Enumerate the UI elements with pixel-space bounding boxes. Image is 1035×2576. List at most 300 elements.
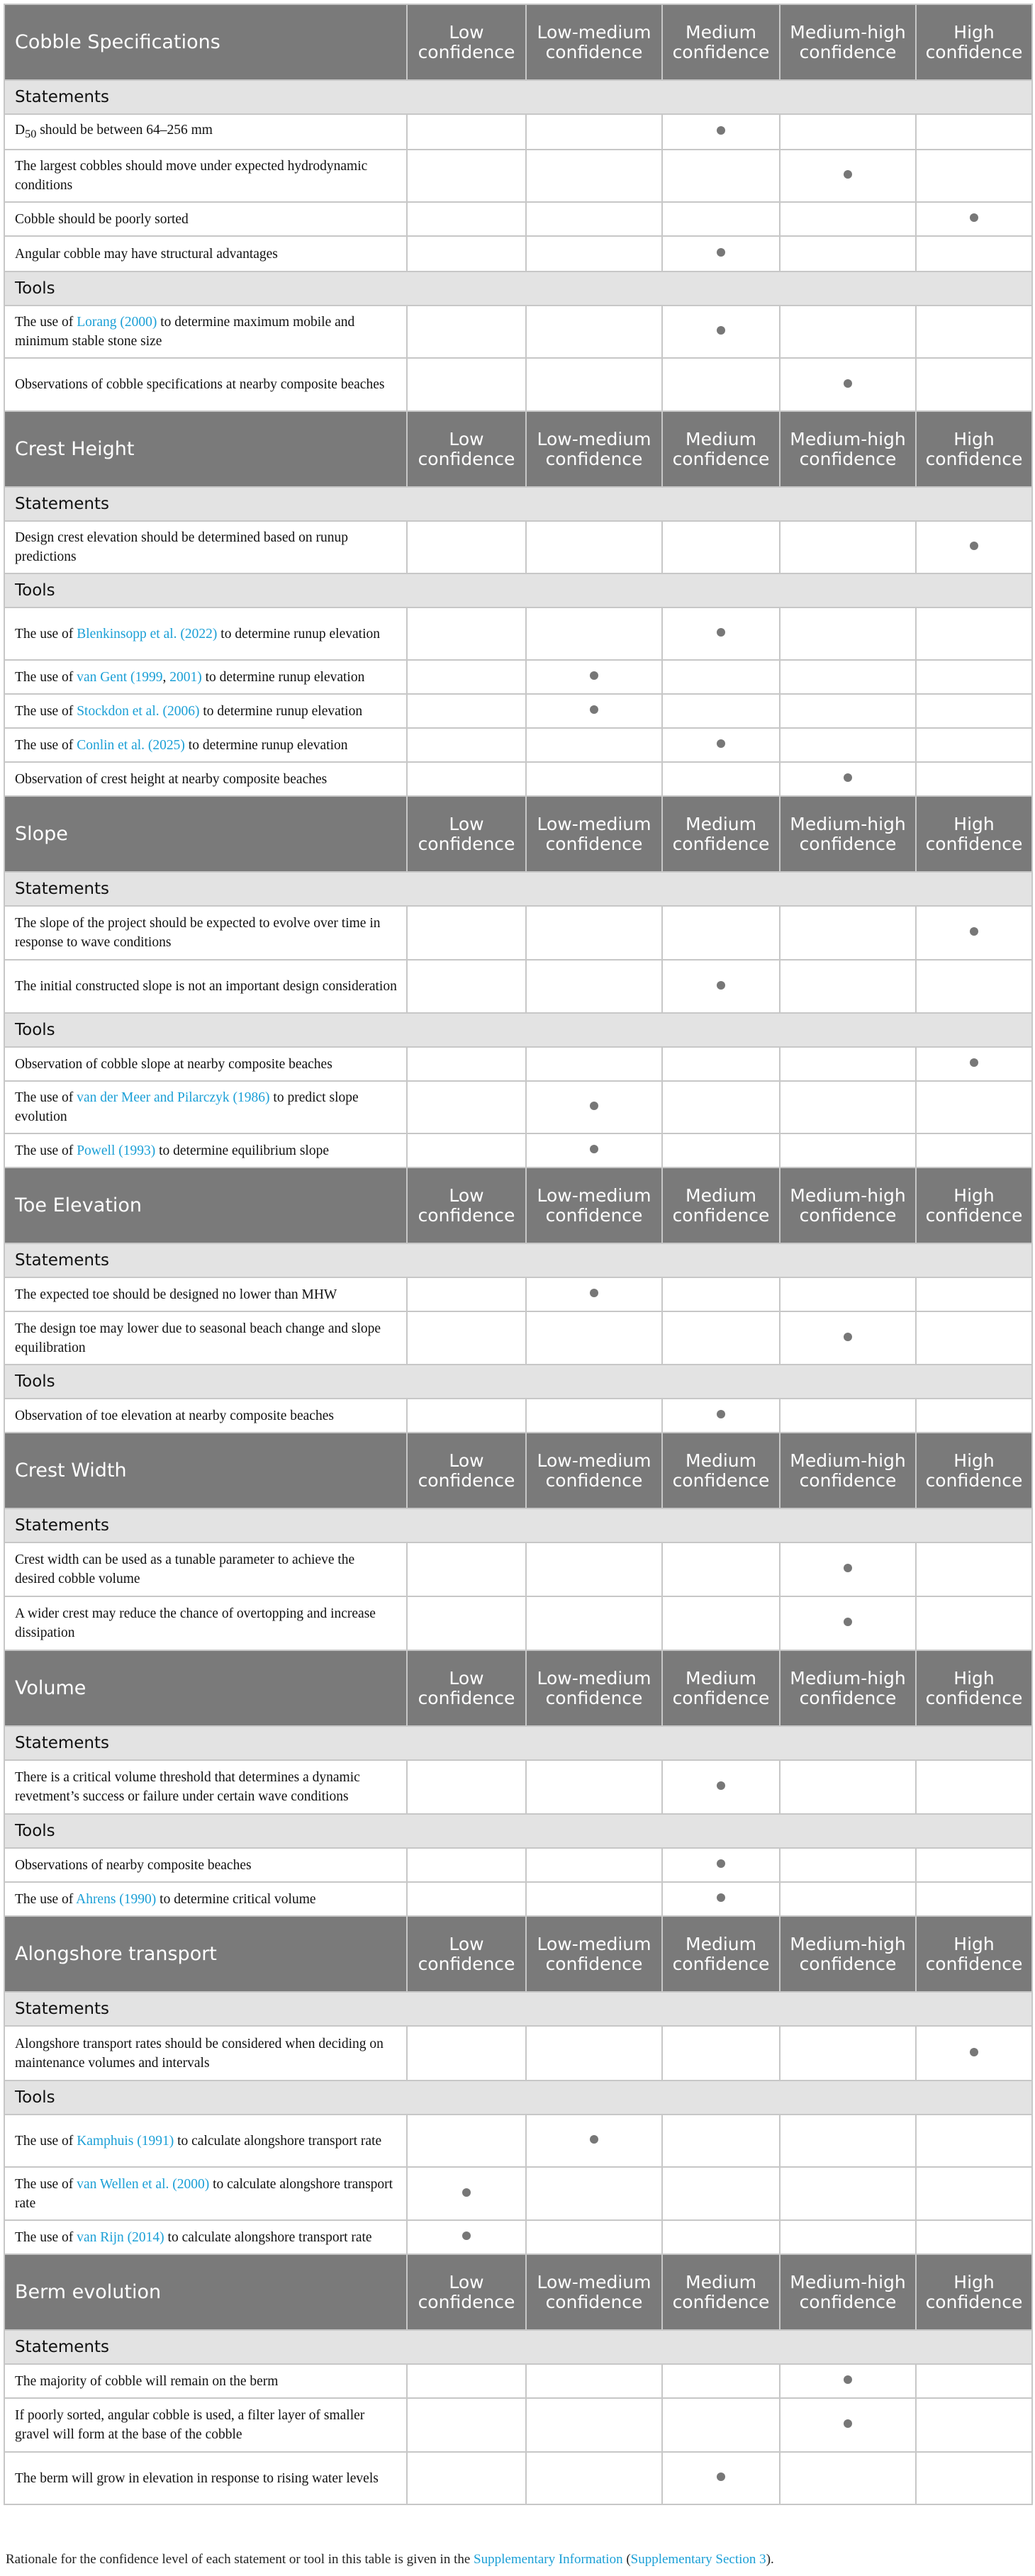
rating-cell-low [407,728,526,762]
rating-cell-low [407,1133,526,1167]
subheader-tools [4,271,1032,306]
rating-cell-high [916,1596,1032,1650]
text-span: There is a critical volume threshold that determines a dynamic revetment’s success or failure under certain wave conditions [15,1770,360,1804]
section-header-alongshore-transport [4,1916,1032,1992]
table-row [4,114,1032,150]
subheader-label: Tools [4,1365,1032,1399]
rating-cell-medium [662,1596,780,1650]
rating-cell-high [916,1882,1032,1916]
row-text [4,2452,407,2504]
section-title: Slope [4,796,407,872]
rating-cell-low-medium [526,2364,662,2398]
row-text [4,521,407,573]
rating-cell-low-medium [526,660,662,694]
row-text [4,1311,407,1365]
confidence-dot-icon [844,2375,852,2384]
column-header-medium-high: Medium-high confidence [780,4,916,80]
table-row [4,1760,1032,1814]
text-span: The design toe may lower due to seasonal beach change and slope equilibration [15,1321,381,1355]
rating-cell-low [407,150,526,202]
column-header-high: High confidence [916,1916,1032,1992]
subheader-statements [4,1243,1032,1277]
rating-cell-high [916,114,1032,150]
rating-cell-medium-high [780,521,916,573]
confidence-dot-icon [970,2048,978,2056]
rating-cell-medium [662,1311,780,1365]
confidence-dot-icon [844,1618,852,1626]
rating-cell-medium [662,1277,780,1311]
rating-cell-low-medium [526,1596,662,1650]
row-text [4,2364,407,2398]
column-header-low-medium: Low-medium confidence [526,1167,662,1243]
row-text [4,906,407,960]
confidence-dot-icon [462,2188,471,2197]
confidence-dot-icon [462,2231,471,2240]
rating-cell-medium-high [780,2452,916,2504]
column-header-medium: Medium confidence [662,796,780,872]
confidence-dot-icon [717,1859,725,1868]
rating-cell-medium [662,358,780,411]
rating-cell-medium-high [780,306,916,358]
table-row [4,1848,1032,1882]
rating-cell-medium-high [780,1133,916,1167]
table-row [4,906,1032,960]
rating-cell-low [407,762,526,796]
row-text [4,236,407,271]
rating-cell-medium-high [780,694,916,728]
rating-cell-medium-high [780,358,916,411]
table-row [4,607,1032,660]
confidence-dot-icon [717,1410,725,1418]
rating-cell-medium-high [780,2026,916,2081]
table-footnote [6,2552,774,2567]
subheader-label: Tools [4,1013,1032,1047]
rating-cell-low [407,660,526,694]
section-title: Volume [4,1650,407,1726]
rating-cell-medium-high [780,2115,916,2167]
rating-cell-low [407,2167,526,2220]
rating-cell-high [916,150,1032,202]
citation-link[interactable]: Powell (1993) [77,1143,156,1158]
rating-cell-low [407,1081,526,1133]
row-text [4,2398,407,2452]
subheader-tools [4,1013,1032,1047]
row-text [4,2167,407,2220]
column-header-low: Low confidence [407,1433,526,1508]
table-row [4,2220,1032,2254]
confidence-dot-icon [717,126,725,135]
column-header-medium: Medium confidence [662,2254,780,2330]
rating-cell-high [916,2398,1032,2452]
citation-link[interactable]: Blenkinsopp et al. (2022) [77,626,218,642]
confidence-table [4,4,1033,2505]
text-span: to determine critical volume [156,1891,316,1907]
rating-cell-medium-high [780,762,916,796]
table-row [4,660,1032,694]
row-text [4,1542,407,1596]
confidence-dot-icon [844,379,852,388]
text-span: The use of [15,1891,77,1907]
row-text [4,202,407,236]
section-header-crest-height [4,411,1032,487]
column-header-high: High confidence [916,1433,1032,1508]
citation-link[interactable]: van der Meer and Pilarczyk (1986) [77,1090,270,1105]
rating-cell-high [916,1047,1032,1081]
section-title: Crest Width [4,1433,407,1508]
column-header-medium-high: Medium-high confidence [780,411,916,487]
rating-cell-high [916,521,1032,573]
confidence-dot-icon [717,981,725,990]
confidence-dot-icon [590,1102,598,1110]
rating-cell-high [916,728,1032,762]
column-header-low: Low confidence [407,1916,526,1992]
column-header-high: High confidence [916,1650,1032,1726]
row-text [4,114,407,150]
supplementary-information-link[interactable]: Supplementary Information [474,2552,623,2567]
rating-cell-medium [662,660,780,694]
rating-cell-high [916,906,1032,960]
rating-cell-low-medium [526,762,662,796]
rating-cell-low-medium [526,236,662,271]
citation-link[interactable]: Kamphuis (1991) [77,2133,174,2149]
rating-cell-medium [662,2452,780,2504]
text-span: Design crest elevation should be determined based on runup predictions [15,530,349,564]
rating-cell-medium [662,607,780,660]
text-span: The use of [15,1143,77,1158]
text-span: If poorly sorted, angular cobble is used, a filter layer of smaller gravel will form at the base of the cobble [15,2408,365,2442]
row-text [4,762,407,796]
subheader-label: Statements [4,1508,1032,1542]
table-row [4,960,1032,1013]
rating-cell-medium-high [780,2364,916,2398]
citation-link[interactable]: Ahrens (1990) [76,1891,157,1907]
rating-cell-medium-high [780,660,916,694]
column-header-high: High confidence [916,4,1032,80]
row-text [4,306,407,358]
text-span: The use of [15,2229,77,2245]
column-header-medium: Medium confidence [662,411,780,487]
rating-cell-medium-high [780,1542,916,1596]
rating-cell-low-medium [526,1882,662,1916]
rating-cell-low [407,2398,526,2452]
rating-cell-medium [662,694,780,728]
rating-cell-low-medium [526,607,662,660]
rating-cell-low-medium [526,114,662,150]
rating-cell-low [407,1848,526,1882]
rating-cell-high [916,2364,1032,2398]
subheader-label: Statements [4,80,1032,114]
table-row [4,150,1032,202]
rating-cell-high [916,1760,1032,1814]
table-row [4,1399,1032,1433]
table-row [4,1047,1032,1081]
subheader-label: Statements [4,487,1032,521]
section-header-berm-evolution [4,2254,1032,2330]
rating-cell-low [407,960,526,1013]
table-row [4,2398,1032,2452]
text-span: Observations of nearby composite beaches [15,1857,252,1873]
rating-cell-low-medium [526,1311,662,1365]
table-row [4,1133,1032,1167]
rating-cell-medium [662,2026,780,2081]
section-header-slope [4,796,1032,872]
text-span: to determine equilibrium slope [155,1143,329,1158]
rating-cell-medium [662,114,780,150]
row-text [4,1848,407,1882]
subheader-tools [4,573,1032,607]
confidence-dot-icon [590,705,598,714]
column-header-low: Low confidence [407,411,526,487]
rating-cell-medium-high [780,1760,916,1814]
rating-cell-high [916,358,1032,411]
text-span: A wider crest may reduce the chance of overtopping and increase dissipation [15,1606,376,1640]
rating-cell-high [916,607,1032,660]
column-header-low: Low confidence [407,796,526,872]
rating-cell-medium [662,1848,780,1882]
rating-cell-high [916,694,1032,728]
rating-cell-low [407,358,526,411]
column-header-low-medium: Low-medium confidence [526,796,662,872]
table-row [4,1596,1032,1650]
rating-cell-low-medium [526,2398,662,2452]
text-span: The initial constructed slope is not an important design consideration [15,979,397,994]
confidence-dot-icon [717,628,725,637]
row-text [4,1133,407,1167]
text-span: The use of [15,737,77,753]
column-header-high: High confidence [916,796,1032,872]
rating-cell-medium [662,1760,780,1814]
rating-cell-medium [662,202,780,236]
column-header-low-medium: Low-medium confidence [526,411,662,487]
table-row [4,1542,1032,1596]
rating-cell-high [916,1848,1032,1882]
rating-cell-high [916,306,1032,358]
table-row [4,521,1032,573]
text-span: The use of [15,626,77,642]
rating-cell-low-medium [526,728,662,762]
rating-cell-medium-high [780,906,916,960]
text-span: to calculate alongshore transport rate [174,2133,382,2149]
rating-cell-medium [662,2115,780,2167]
rating-cell-low [407,1311,526,1365]
rating-cell-medium [662,1081,780,1133]
rating-cell-low [407,1542,526,1596]
table-row [4,2364,1032,2398]
rating-cell-high [916,202,1032,236]
column-header-high: High confidence [916,411,1032,487]
citation-link[interactable]: Conlin et al. (2025) [77,737,185,753]
rating-cell-medium-high [780,2398,916,2452]
rating-cell-medium-high [780,1277,916,1311]
text-span: Observation of cobble slope at nearby composite beaches [15,1056,332,1072]
citation-link[interactable]: van Wellen et al. (2000) [77,2176,210,2192]
column-header-high: High confidence [916,2254,1032,2330]
table-row [4,2452,1032,2504]
rating-cell-low [407,2452,526,2504]
subheader-statements [4,1726,1032,1760]
rating-cell-low-medium [526,150,662,202]
citation-link[interactable]: 2001) [169,669,202,685]
rating-cell-medium [662,306,780,358]
rating-cell-medium-high [780,2220,916,2254]
confidence-dot-icon [844,1564,852,1572]
text-span: Observation of crest height at nearby composite beaches [15,771,328,787]
rating-cell-high [916,762,1032,796]
rating-cell-medium-high [780,1311,916,1365]
rating-cell-high [916,1133,1032,1167]
confidence-dot-icon [717,739,725,748]
row-text [4,2115,407,2167]
rating-cell-medium-high [780,1081,916,1133]
rating-cell-low [407,2220,526,2254]
subheader-statements [4,1508,1032,1542]
column-header-medium: Medium confidence [662,1916,780,1992]
rating-cell-medium [662,1882,780,1916]
rating-cell-high [916,1081,1032,1133]
rating-cell-high [916,2452,1032,2504]
table-row [4,1081,1032,1133]
text-span: to calculate alongshore transport rate [164,2229,372,2245]
column-header-medium-high: Medium-high confidence [780,796,916,872]
text-span: Crest width can be used as a tunable parameter to achieve the desired cobble volume [15,1552,355,1586]
rating-cell-medium-high [780,1882,916,1916]
rating-cell-low-medium [526,1277,662,1311]
column-header-low: Low confidence [407,1650,526,1726]
footnote-text: Rationale for the confidence level of each statement or tool in this table is given in the [6,2552,474,2567]
text-span: to calculate alongshore transport rate [15,2176,393,2211]
section-header-crest-width [4,1433,1032,1508]
section-title: Alongshore transport [4,1916,407,1992]
column-header-medium-high: Medium-high confidence [780,2254,916,2330]
citation-link[interactable]: Lorang (2000) [77,315,157,330]
text-span: to predict slope evolution [15,1090,359,1124]
table-row [4,358,1032,411]
column-header-low: Low confidence [407,1167,526,1243]
rating-cell-medium [662,906,780,960]
rating-cell-high [916,1277,1032,1311]
rating-cell-low-medium [526,306,662,358]
footnote-paren-close: ). [766,2552,774,2567]
subheader-label: Statements [4,1243,1032,1277]
rating-cell-medium-high [780,607,916,660]
section-title: Toe Elevation [4,1167,407,1243]
footnote-paren-open: ( [622,2552,631,2567]
rating-cell-low [407,906,526,960]
row-text [4,660,407,694]
table-row [4,694,1032,728]
confidence-dot-icon [717,248,725,257]
rating-cell-low [407,521,526,573]
section-title: Berm evolution [4,2254,407,2330]
text-span: The use of [15,703,77,719]
subheader-statements [4,2330,1032,2364]
table-row [4,1277,1032,1311]
confidence-dot-icon [844,170,852,179]
text-span: The largest cobbles should move under expected hydrodynamic conditions [15,159,368,193]
subheader-statements [4,1992,1032,2026]
section-header-volume [4,1650,1032,1726]
text-span: D [15,122,26,138]
text-span: The use of [15,1090,77,1105]
rating-cell-low [407,1882,526,1916]
subheader-tools [4,1814,1032,1848]
rating-cell-low-medium [526,1047,662,1081]
text-span: to determine maximum mobile and minimum stable stone size [15,315,355,349]
row-text [4,1596,407,1650]
table-row [4,728,1032,762]
table-row [4,2167,1032,2220]
text-span: The slope of the project should be expected to evolve over time in response to wave conditions [15,916,381,950]
row-text [4,607,407,660]
confidence-dot-icon [590,671,598,680]
column-header-low-medium: Low-medium confidence [526,1650,662,1726]
column-header-low: Low confidence [407,4,526,80]
confidence-dot-icon [717,1781,725,1790]
row-text [4,1047,407,1081]
rating-cell-medium-high [780,114,916,150]
confidence-dot-icon [970,927,978,936]
text-span: The use of [15,669,77,685]
table-row [4,202,1032,236]
text-span: Alongshore transport rates should be considered when deciding on maintenance volumes and intervals [15,2036,384,2071]
text-span: should be between 64–256 mm [36,122,213,138]
text-span: The use of [15,315,77,330]
row-text [4,1277,407,1311]
text-span: to determine runup elevation [217,626,380,642]
rating-cell-medium [662,236,780,271]
row-text [4,1399,407,1433]
subheader-label: Tools [4,2081,1032,2115]
text-span: Observation of toe elevation at nearby composite beaches [15,1408,334,1423]
row-text [4,728,407,762]
citation-link[interactable]: van Gent (1999 [77,669,163,685]
confidence-dot-icon [844,2419,852,2428]
row-text [4,960,407,1013]
subheader-statements [4,487,1032,521]
subheader-label: Statements [4,1992,1032,2026]
section-title: Crest Height [4,411,407,487]
rating-cell-low [407,607,526,660]
supplementary-section-link[interactable]: Supplementary Section 3 [630,2552,766,2567]
confidence-dot-icon [844,773,852,782]
rating-cell-medium-high [780,236,916,271]
citation-link[interactable]: van Rijn (2014) [77,2229,164,2245]
rating-cell-medium-high [780,150,916,202]
table-row [4,1882,1032,1916]
column-header-medium-high: Medium-high confidence [780,1650,916,1726]
table-row [4,306,1032,358]
rating-cell-low [407,1760,526,1814]
subheader-label: Tools [4,1814,1032,1848]
table-container [4,4,1031,2505]
rating-cell-low-medium [526,1133,662,1167]
rating-cell-medium [662,960,780,1013]
row-text [4,1760,407,1814]
rating-cell-medium-high [780,2167,916,2220]
rating-cell-medium [662,2364,780,2398]
citation-link[interactable]: Stockdon et al. (2006) [77,703,200,719]
row-text [4,150,407,202]
section-title: Cobble Specifications [4,4,407,80]
text-span: The berm will grow in elevation in response to rising water levels [15,2470,379,2486]
rating-cell-low [407,1596,526,1650]
rating-cell-medium [662,2167,780,2220]
rating-cell-low [407,1399,526,1433]
rating-cell-medium-high [780,960,916,1013]
table-row [4,236,1032,271]
text-span: Observations of cobble specifications at nearby composite beaches [15,377,385,392]
confidence-dot-icon [970,542,978,550]
